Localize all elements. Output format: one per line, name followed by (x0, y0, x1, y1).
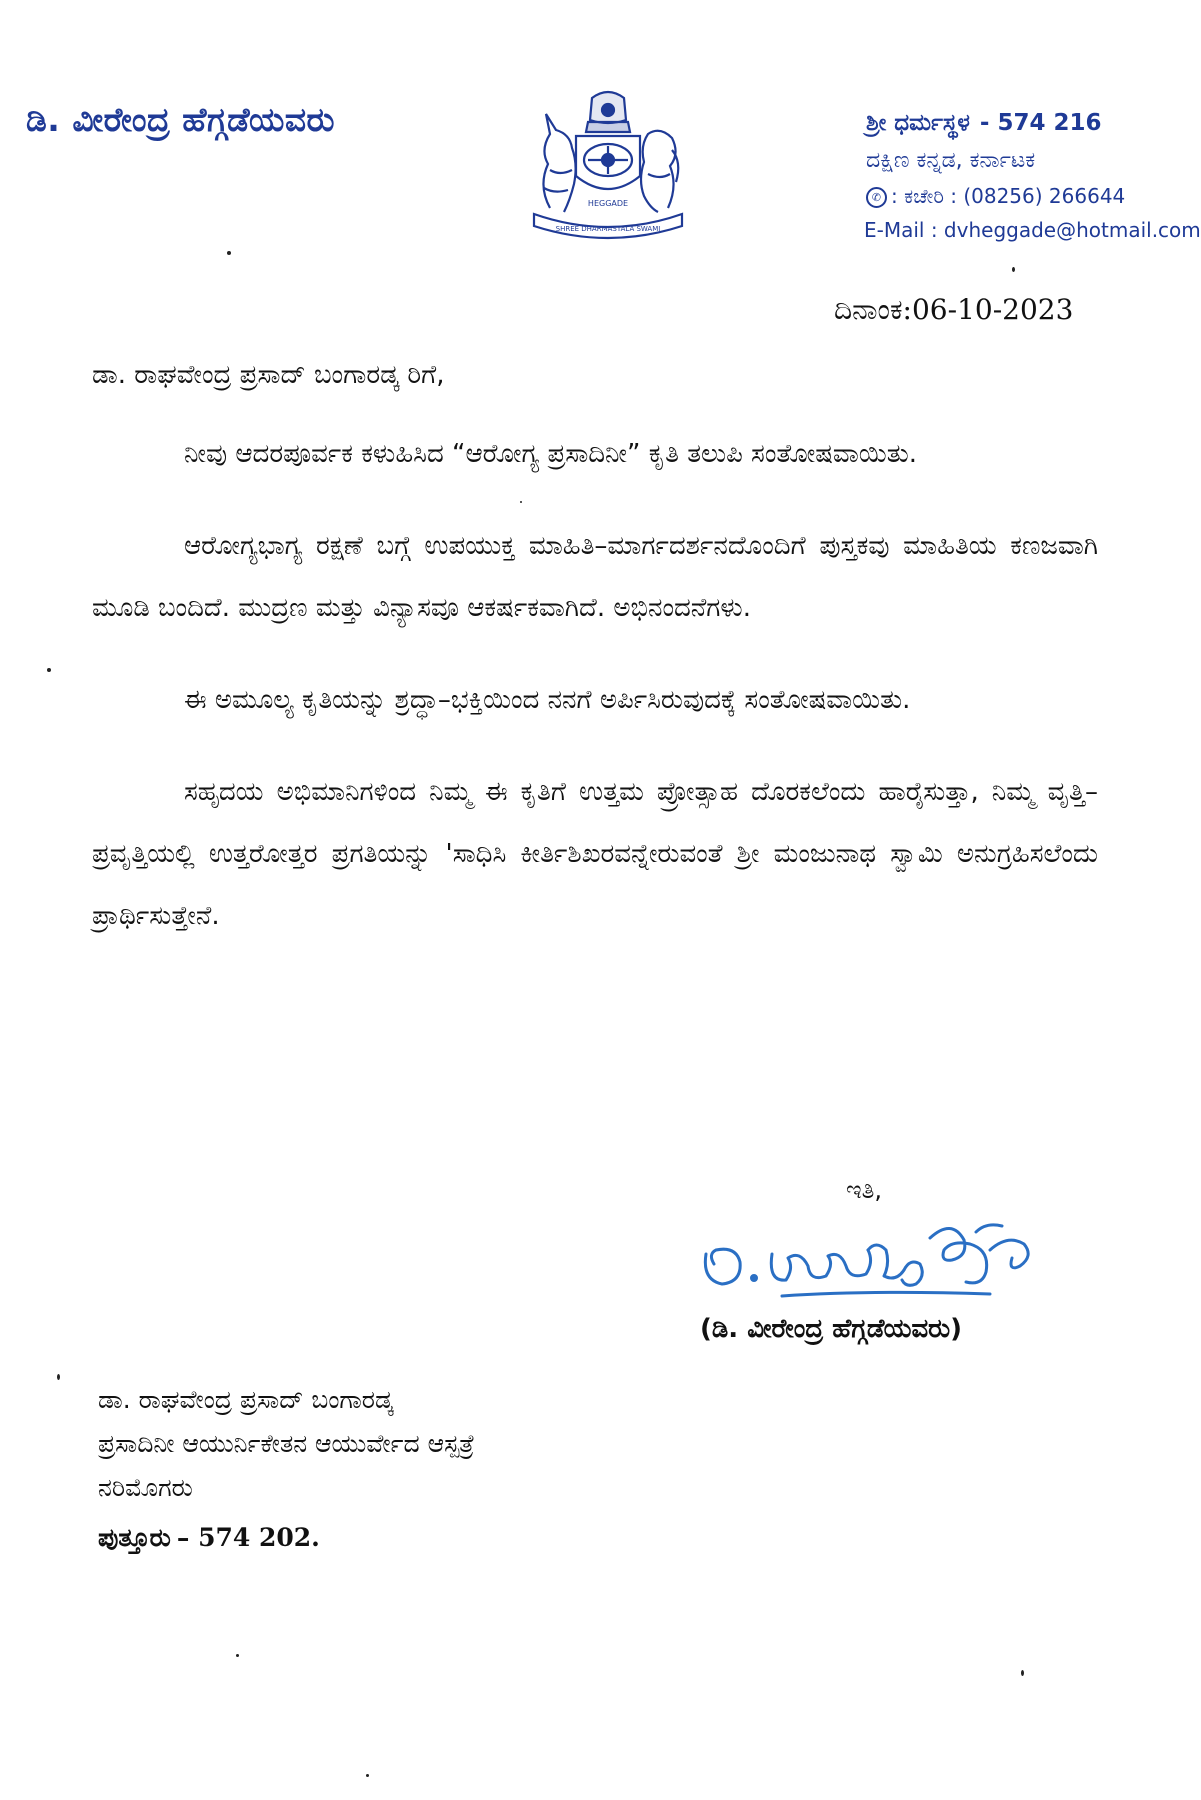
letter-body (92, 360, 1098, 977)
handwritten-signature (690, 1210, 1050, 1306)
scan-speck (47, 668, 51, 672)
scan-speck (366, 1774, 369, 1777)
recipient-address (98, 1378, 475, 1560)
phone-icon: ✆ (866, 187, 887, 208)
recipient-area: ನರಿಮೊಗರು (98, 1473, 193, 1502)
address-district-state: ದಕ್ಷಿಣ ಕನ್ನಡ, ಕರ್ನಾಟಕ (866, 148, 1036, 173)
recipient-name: ಡಾ. ರಾಘವೇಂದ್ರ ಪ್ರಸಾದ್ ಬಂಗಾರಡ್ಕ (98, 1385, 394, 1414)
recipient-city-line (98, 1516, 475, 1560)
address-phone (866, 186, 1201, 208)
phone-text: : ಕಚೇರಿ : (08256) 266644 (891, 184, 1126, 208)
letterhead-address (866, 112, 1201, 240)
scan-speck (236, 1654, 239, 1657)
address-place (866, 112, 1201, 135)
signatory-name: (ಡಿ. ವೀರೇಂದ್ರ ಹೆಗ್ಗಡೆಯವರು) (700, 1314, 963, 1344)
recipient-institution: ಪ್ರಸಾದಿನೀ ಆಯುರ್ನಿಕೇತನ ಆಯುರ್ವೇದ ಆಸ್ಪತ್ರೆ (98, 1429, 475, 1458)
salutation: ಡಾ. ರಾಘವೇಂದ್ರ ಪ್ರಸಾದ್ ಬಂಗಾರಡ್ಕ ರಿಗೆ, (92, 360, 445, 390)
scan-speck (1021, 1670, 1024, 1676)
scan-speck (520, 501, 522, 503)
dharmasthala-emblem-icon (520, 90, 696, 242)
recipient-city: ಪುತ್ತೂರು (98, 1523, 171, 1552)
emblem-motto: SHREE DHARMASTALA SWAMI (555, 225, 661, 233)
place-pincode: - 574 216 (979, 110, 1102, 136)
closing-word: ಇತಿ, (846, 1176, 882, 1204)
place-name: ಶ್ರೀ ಧರ್ಮಸ್ಥಳ (866, 110, 970, 136)
paragraph-3: ಈ ಅಮೂಲ್ಯ ಕೃತಿಯನ್ನು ಶ್ರದ್ಧಾ–ಭಕ್ತಿಯಿಂದ ನನಗೆ ಅರ್ಪಿಸಿರುವುದಕ್ಕೆ ಸಂತೋಷವಾಯಿತು. (184, 685, 911, 715)
paragraph-1: ನೀವು ಆದರಪೂರ್ವಕ ಕಳುಹಿಸಿದ “ಆರೋಗ್ಯ ಪ್ರಸಾದಿನೀ” ಕೃತಿ ತಲುಪಿ ಸಂತೋಷವಾಯಿತು. (184, 439, 918, 469)
emblem-text: HEGGADE (587, 199, 629, 208)
letter-date: ದಿನಾಂಕ:06-10-2023 (834, 293, 1074, 326)
scan-speck (57, 1374, 60, 1380)
scan-speck (1012, 267, 1015, 272)
address-email: E-Mail : dvheggade@hotmail.com (864, 218, 1201, 242)
paragraph-2: ಆರೋಗ್ಯಭಾಗ್ಯ ರಕ್ಷಣೆ ಬಗ್ಗೆ ಉಪಯುಕ್ತ ಮಾಹಿತಿ–ಮಾರ್ಗದರ್ಶನದೊಂದಿಗೆ ಪುಸ್ತಕವು ಮಾಹಿತಿಯ ಕಣಜವಾಗಿ ಮೂಡಿ ಬಂದಿದೆ. ಮುದ್ರಣ ಮತ್ತು ವಿನ್ಯಾಸವೂ ಆಕರ್ಷಕವಾಗಿದೆ. ಅಭಿನಂದನೆಗಳು. (92, 531, 1098, 623)
letterhead-name: ಡಿ. ವೀರೇಂದ್ರ ಹೆಗ್ಗಡೆಯವರು (26, 100, 335, 139)
paragraph-4: ಸಹೃದಯ ಅಭಿಮಾನಿಗಳಿಂದ ನಿಮ್ಮ ಈ ಕೃತಿಗೆ ಉತ್ತಮ ಪ್ರೋತ್ಸಾಹ ದೊರಕಲೆಂದು ಹಾರೈಸುತ್ತಾ, ನಿಮ್ಮ ವೃತ್ತಿ–ಪ್ರವೃತ್ತಿಯಲ್ಲಿ ಉತ್ತರೋತ್ತರ ಪ್ರಗತಿಯನ್ನು 'ಸಾಧಿಸಿ ಕೀರ್ತಿಶಿಖರವನ್ನೇರುವಂತೆ ಶ್ರೀ ಮಂಜುನಾಥ ಸ್ವಾಮಿ ಅನುಗ್ರಹಿಸಲೆಂದು ಪ್ರಾರ್ಥಿಸುತ್ತೇನೆ. (92, 777, 1098, 931)
scan-speck (227, 251, 231, 255)
recipient-pincode: – 574 202. (176, 1523, 320, 1552)
